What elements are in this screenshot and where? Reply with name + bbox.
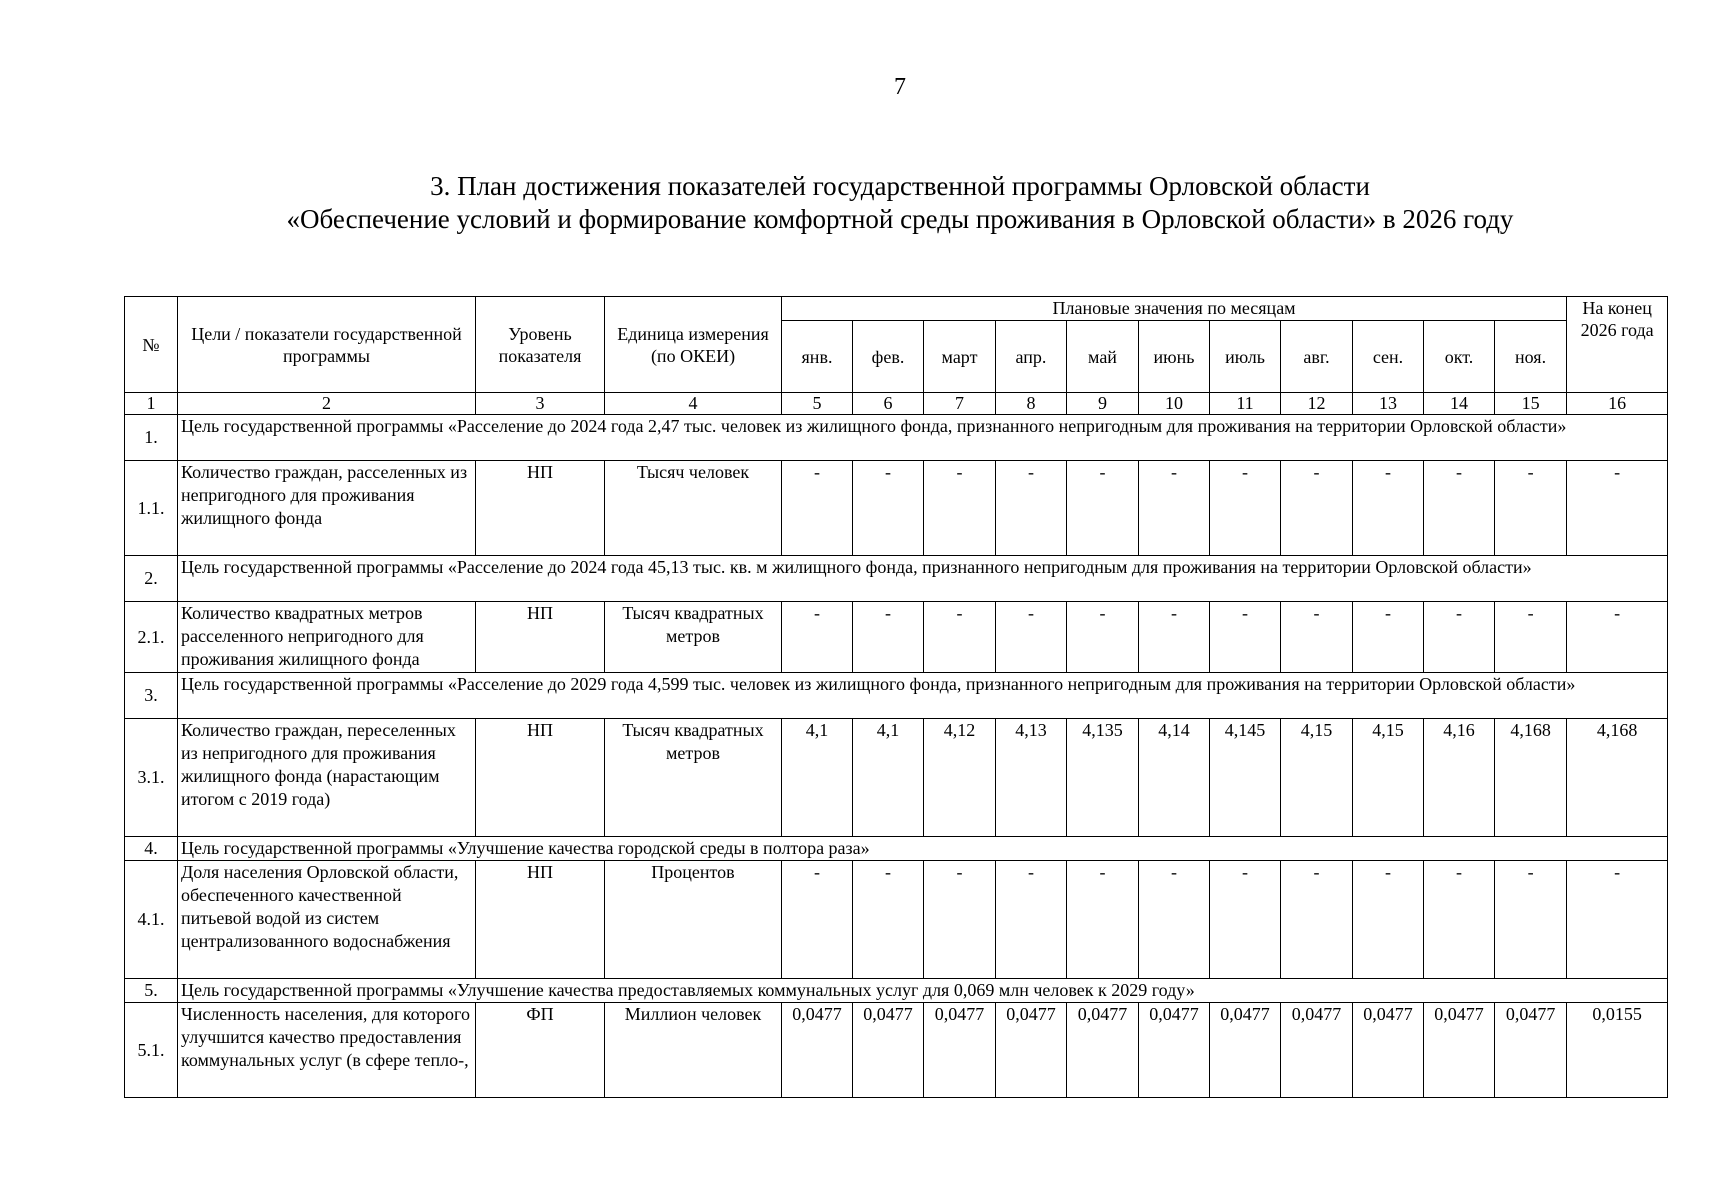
column-number: 1 (125, 393, 178, 415)
column-number: 14 (1424, 393, 1495, 415)
row-number: 2. (125, 556, 178, 602)
month-value: - (782, 461, 853, 556)
goal-row (125, 979, 1668, 1003)
month-value: - (782, 602, 853, 673)
indicators-plan-table (124, 296, 1668, 1098)
month-value: 4,12 (924, 719, 996, 837)
goal-text: Цель государственной программы «Улучшение качества городской среды в полтора раза» (178, 837, 1668, 861)
month-value: - (1424, 461, 1495, 556)
month-value: 0,0477 (924, 1003, 996, 1098)
month-value: 0,0477 (853, 1003, 924, 1098)
column-number: 2 (178, 393, 476, 415)
header-month: апр. (996, 321, 1067, 393)
header-month: окт. (1424, 321, 1495, 393)
month-value: - (1139, 861, 1210, 979)
goal-row (125, 415, 1668, 461)
column-number: 4 (605, 393, 782, 415)
month-value: - (1281, 461, 1353, 556)
month-value: - (782, 861, 853, 979)
row-number: 4. (125, 837, 178, 861)
month-value: - (996, 861, 1067, 979)
month-value: 4,15 (1281, 719, 1353, 837)
header-level: Уровень показателя (476, 297, 605, 393)
header-month: май (1067, 321, 1139, 393)
goal-row (125, 673, 1668, 719)
column-number: 3 (476, 393, 605, 415)
month-value: - (1139, 461, 1210, 556)
goal-row (125, 837, 1668, 861)
header-end: На конец 2026 года (1567, 297, 1668, 393)
column-number: 11 (1210, 393, 1281, 415)
goal-text: Цель государственной программы «Расселение до 2024 года 2,47 тыс. человек из жилищного фонда, признанного непригодным для проживания на территории Орловской области» (178, 415, 1668, 461)
indicator-row (125, 602, 1668, 673)
month-value: - (1353, 602, 1424, 673)
month-value: - (1424, 602, 1495, 673)
column-number: 9 (1067, 393, 1139, 415)
header-month: янв. (782, 321, 853, 393)
header-month: авг. (1281, 321, 1353, 393)
month-value: - (1210, 461, 1281, 556)
header-month: сен. (1353, 321, 1424, 393)
month-value: - (996, 602, 1067, 673)
month-value: 0,0477 (1139, 1003, 1210, 1098)
month-value: - (1495, 602, 1567, 673)
header-month: ноя. (1495, 321, 1567, 393)
month-value: - (1067, 461, 1139, 556)
month-value: 0,0477 (996, 1003, 1067, 1098)
goal-text: Цель государственной программы «Расселение до 2029 года 4,599 тыс. человек из жилищного фонда, признанного непригодным для проживания на территории Орловской области» (178, 673, 1668, 719)
month-value: - (924, 602, 996, 673)
month-value: 0,0477 (1353, 1003, 1424, 1098)
month-value: 0,0477 (1067, 1003, 1139, 1098)
indicator-unit: Тысяч человек (605, 461, 782, 556)
month-value: - (924, 861, 996, 979)
month-value: - (1567, 461, 1668, 556)
month-value: 4,168 (1495, 719, 1567, 837)
month-value: 0,0477 (1210, 1003, 1281, 1098)
row-number: 5. (125, 979, 178, 1003)
month-value: - (1353, 461, 1424, 556)
month-value: - (1281, 602, 1353, 673)
month-value: - (1210, 861, 1281, 979)
month-value: - (1139, 602, 1210, 673)
goal-text: Цель государственной программы «Расселение до 2024 года 45,13 тыс. кв. м жилищного фонда, признанного непригодным для проживания на территории Орловской области» (178, 556, 1668, 602)
header-month: март (924, 321, 996, 393)
indicator-row (125, 1003, 1668, 1098)
indicator-row (125, 719, 1668, 837)
indicator-level: НП (476, 719, 605, 837)
month-value: 4,15 (1353, 719, 1424, 837)
column-number: 10 (1139, 393, 1210, 415)
month-value: 4,168 (1567, 719, 1668, 837)
indicator-name: Количество граждан, переселенных из непригодного для проживания жилищного фонда (нарастающим итогом с 2019 года) (178, 719, 476, 837)
header-month: июль (1210, 321, 1281, 393)
month-value: - (1353, 861, 1424, 979)
month-value: - (1495, 461, 1567, 556)
indicator-name: Численность населения, для которого улучшится качество предоставления коммунальных услуг (в сфере тепло-, (178, 1003, 476, 1098)
row-number: 1. (125, 415, 178, 461)
month-value: 0,0477 (1495, 1003, 1567, 1098)
indicator-level: НП (476, 461, 605, 556)
column-number: 6 (853, 393, 924, 415)
month-value: - (1495, 861, 1567, 979)
month-value: 0,0477 (1424, 1003, 1495, 1098)
month-value: - (853, 461, 924, 556)
goal-row (125, 556, 1668, 602)
row-number: 4.1. (125, 861, 178, 979)
indicator-unit: Процентов (605, 861, 782, 979)
month-value: - (853, 602, 924, 673)
month-value: 4,16 (1424, 719, 1495, 837)
goal-text: Цель государственной программы «Улучшение качества предоставляемых коммунальных услуг для 0,069 млн человек к 2029 году» (178, 979, 1668, 1003)
column-number: 8 (996, 393, 1067, 415)
indicator-row (125, 461, 1668, 556)
title-line-1: 3. План достижения показателей государственной программы Орловской области (430, 171, 1370, 201)
header-goals: Цели / показатели государственной программы (178, 297, 476, 393)
month-value: - (996, 461, 1067, 556)
month-value: 4,14 (1139, 719, 1210, 837)
month-value: - (1281, 861, 1353, 979)
column-number: 13 (1353, 393, 1424, 415)
indicator-level: ФП (476, 1003, 605, 1098)
indicator-unit: Тысяч квадратных метров (605, 602, 782, 673)
month-value: 4,135 (1067, 719, 1139, 837)
column-number: 15 (1495, 393, 1567, 415)
header-unit: Единица измерения (по ОКЕИ) (605, 297, 782, 393)
header-plan-months: Плановые значения по месяцам (782, 297, 1567, 321)
month-value: 4,1 (853, 719, 924, 837)
document-title (100, 170, 1700, 236)
column-number: 12 (1281, 393, 1353, 415)
row-number: 5.1. (125, 1003, 178, 1098)
title-line-2: «Обеспечение условий и формирование комфортной среды проживания в Орловской области» в 2026 году (286, 204, 1514, 234)
month-value: 0,0477 (1281, 1003, 1353, 1098)
month-value: - (1567, 602, 1668, 673)
indicator-level: НП (476, 861, 605, 979)
month-value: - (853, 861, 924, 979)
month-value: 4,13 (996, 719, 1067, 837)
indicator-name: Количество граждан, расселенных из непригодного для проживания жилищного фонда (178, 461, 476, 556)
row-number: 3. (125, 673, 178, 719)
row-number: 1.1. (125, 461, 178, 556)
month-value: - (924, 461, 996, 556)
month-value: 4,1 (782, 719, 853, 837)
row-number: 3.1. (125, 719, 178, 837)
month-value: - (1424, 861, 1495, 979)
month-value: 0,0477 (782, 1003, 853, 1098)
month-value: 0,0155 (1567, 1003, 1668, 1098)
month-value: - (1067, 602, 1139, 673)
page-number: 7 (894, 74, 906, 100)
month-value: - (1067, 861, 1139, 979)
column-number: 7 (924, 393, 996, 415)
month-value: - (1210, 602, 1281, 673)
indicator-row (125, 861, 1668, 979)
header-month: июнь (1139, 321, 1210, 393)
header-no: № (125, 297, 178, 393)
column-number: 16 (1567, 393, 1668, 415)
month-value: 4,145 (1210, 719, 1281, 837)
indicator-unit: Тысяч квадратных метров (605, 719, 782, 837)
month-value: - (1567, 861, 1668, 979)
indicator-level: НП (476, 602, 605, 673)
indicator-unit: Миллион человек (605, 1003, 782, 1098)
indicator-name: Доля населения Орловской области, обеспеченного качественной питьевой водой из систем централизованного водоснабжения (178, 861, 476, 979)
indicator-name: Количество квадратных метров расселенного непригодного для проживания жилищного фонда (178, 602, 476, 673)
column-number: 5 (782, 393, 853, 415)
header-month: фев. (853, 321, 924, 393)
row-number: 2.1. (125, 602, 178, 673)
